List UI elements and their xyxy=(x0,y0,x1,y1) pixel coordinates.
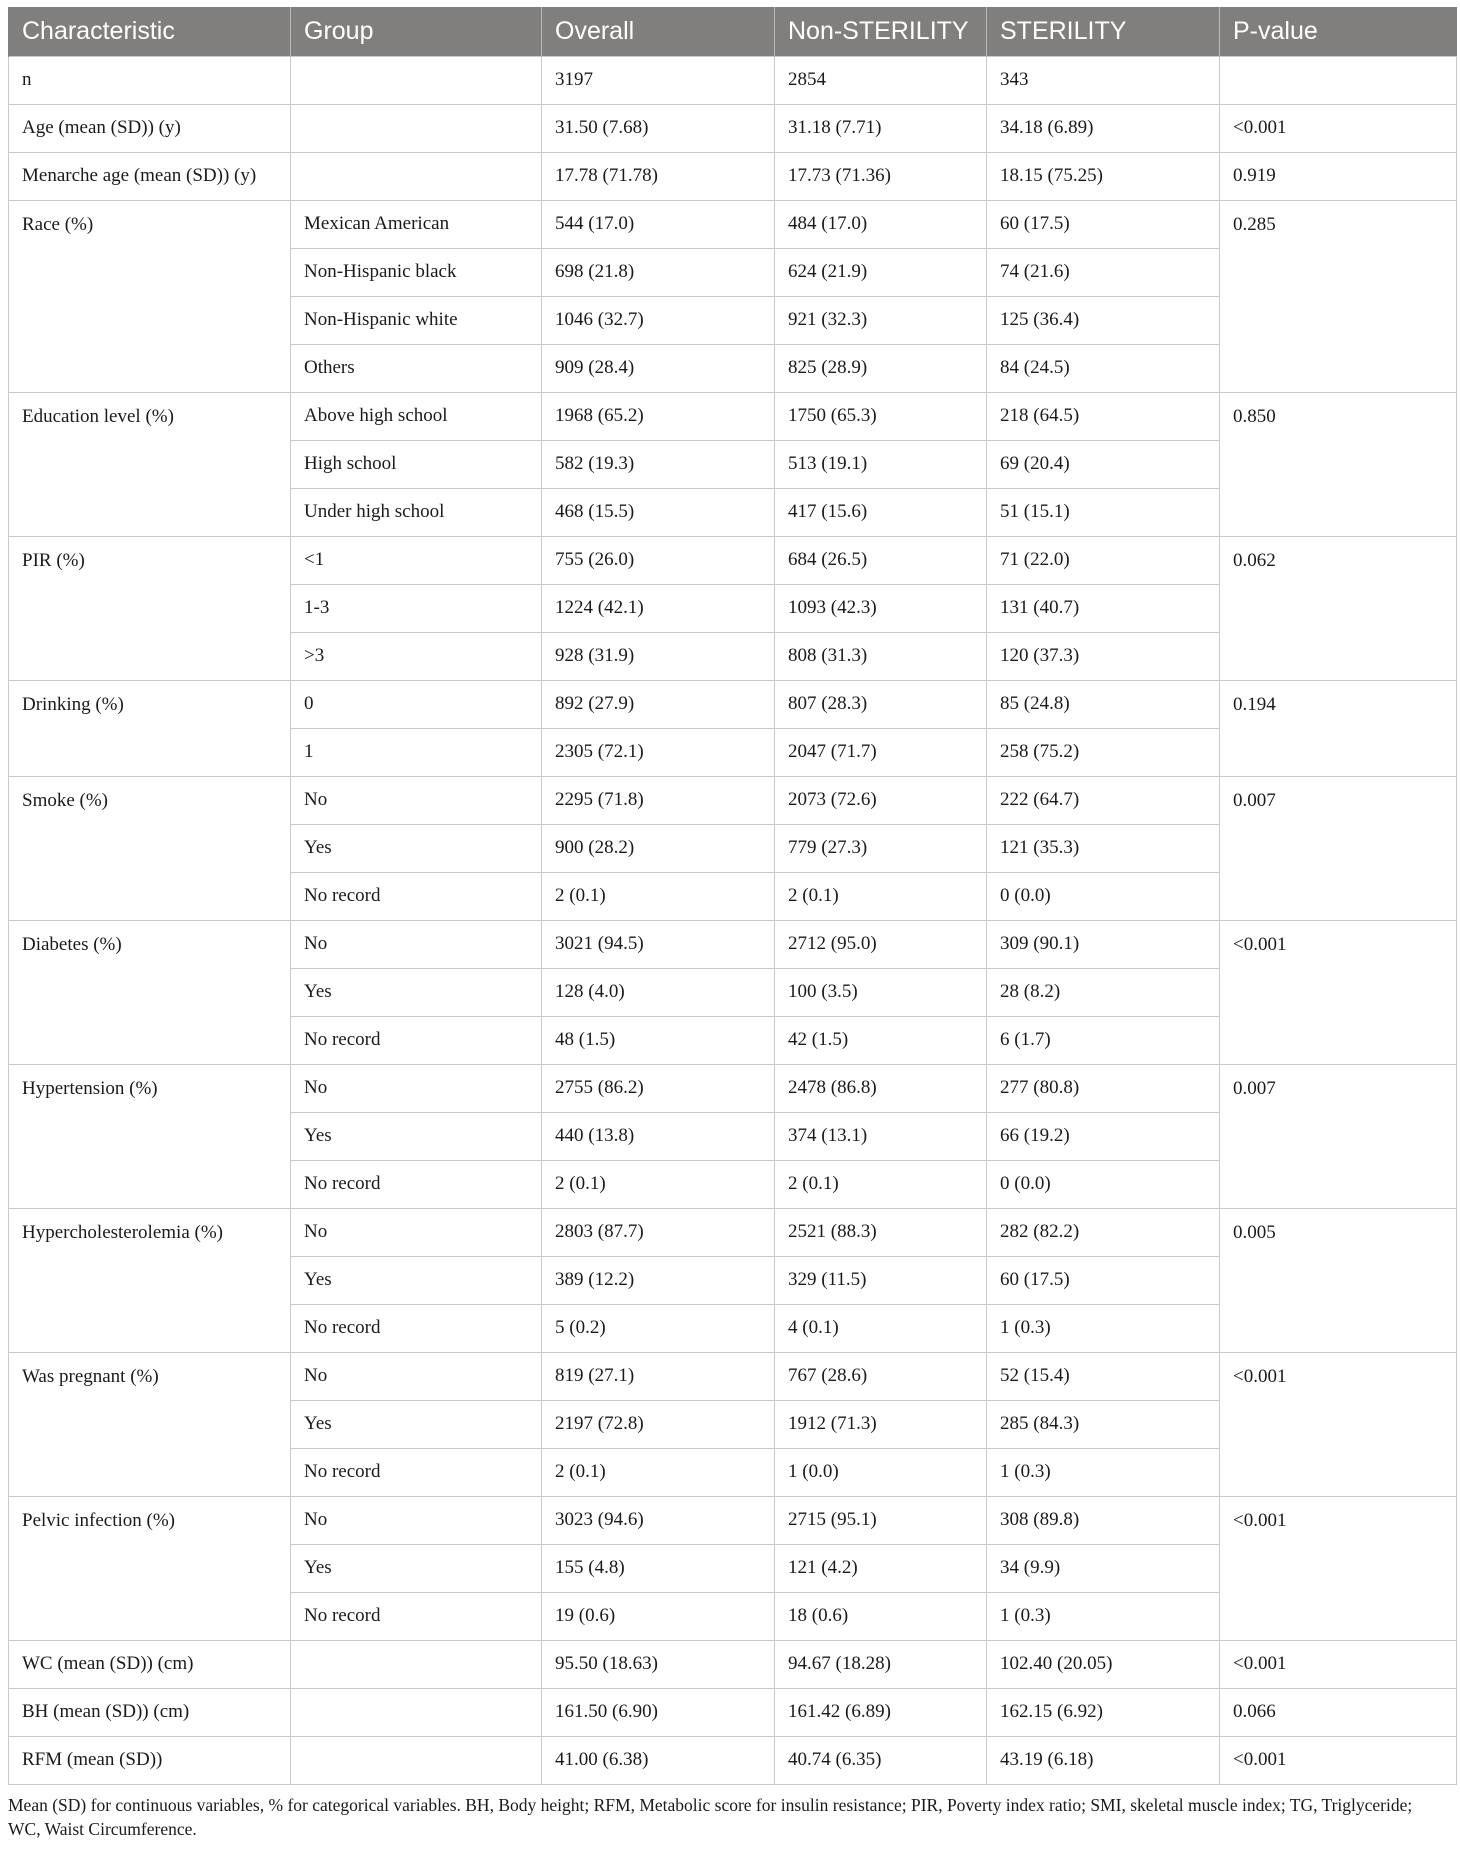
cell-group xyxy=(291,1688,542,1736)
cell-characteristic: RFM (mean (SD)) xyxy=(9,1736,291,1784)
table-row xyxy=(9,1352,1457,1400)
cell-non-sterility: 31.18 (7.71) xyxy=(775,104,987,152)
cell-group xyxy=(291,1736,542,1784)
cell-sterility: 1 (0.3) xyxy=(987,1304,1220,1352)
cell-non-sterility: 1093 (42.3) xyxy=(775,584,987,632)
cell-characteristic: WC (mean (SD)) (cm) xyxy=(9,1640,291,1688)
cell-group: Under high school xyxy=(291,488,542,536)
cell-overall: 1224 (42.1) xyxy=(542,584,775,632)
cell-overall: 900 (28.2) xyxy=(542,824,775,872)
table-row xyxy=(9,56,1457,104)
table-row xyxy=(9,1496,1457,1544)
cell-p-value: 0.062 xyxy=(1220,536,1457,680)
cell-overall: 892 (27.9) xyxy=(542,680,775,728)
cell-overall: 2 (0.1) xyxy=(542,1448,775,1496)
cell-overall: 1968 (65.2) xyxy=(542,392,775,440)
cell-sterility: 60 (17.5) xyxy=(987,1256,1220,1304)
cell-group: 1 xyxy=(291,728,542,776)
cell-group: No xyxy=(291,1496,542,1544)
cell-non-sterility: 624 (21.9) xyxy=(775,248,987,296)
cell-overall: 3021 (94.5) xyxy=(542,920,775,968)
cell-non-sterility: 374 (13.1) xyxy=(775,1112,987,1160)
cell-group: Mexican American xyxy=(291,200,542,248)
cell-characteristic: Was pregnant (%) xyxy=(9,1352,291,1496)
cell-characteristic: Education level (%) xyxy=(9,392,291,536)
cell-characteristic: Menarche age (mean (SD)) (y) xyxy=(9,152,291,200)
cell-non-sterility: 121 (4.2) xyxy=(775,1544,987,1592)
cell-group: 0 xyxy=(291,680,542,728)
header-sterility: STERILITY xyxy=(987,7,1220,56)
cell-sterility: 285 (84.3) xyxy=(987,1400,1220,1448)
cell-non-sterility: 484 (17.0) xyxy=(775,200,987,248)
cell-sterility: 218 (64.5) xyxy=(987,392,1220,440)
cell-p-value: 0.005 xyxy=(1220,1208,1457,1352)
cell-sterility: 34.18 (6.89) xyxy=(987,104,1220,152)
cell-group: 1-3 xyxy=(291,584,542,632)
cell-non-sterility: 2712 (95.0) xyxy=(775,920,987,968)
cell-overall: 2755 (86.2) xyxy=(542,1064,775,1112)
header-group: Group xyxy=(291,7,542,56)
cell-sterility: 308 (89.8) xyxy=(987,1496,1220,1544)
cell-group: No record xyxy=(291,1304,542,1352)
cell-characteristic: Hypertension (%) xyxy=(9,1064,291,1208)
cell-sterility: 85 (24.8) xyxy=(987,680,1220,728)
cell-characteristic: Drinking (%) xyxy=(9,680,291,776)
cell-overall: 2305 (72.1) xyxy=(542,728,775,776)
cell-p-value: <0.001 xyxy=(1220,104,1457,152)
cell-non-sterility: 684 (26.5) xyxy=(775,536,987,584)
cell-p-value: 0.007 xyxy=(1220,1064,1457,1208)
cell-p-value: 0.194 xyxy=(1220,680,1457,776)
cell-characteristic: n xyxy=(9,56,291,104)
cell-non-sterility: 2073 (72.6) xyxy=(775,776,987,824)
table-row xyxy=(9,1208,1457,1256)
cell-p-value: <0.001 xyxy=(1220,1640,1457,1688)
cell-non-sterility: 161.42 (6.89) xyxy=(775,1688,987,1736)
cell-sterility: 52 (15.4) xyxy=(987,1352,1220,1400)
cell-overall: 31.50 (7.68) xyxy=(542,104,775,152)
table-row xyxy=(9,536,1457,584)
table-row xyxy=(9,392,1457,440)
cell-non-sterility: 18 (0.6) xyxy=(775,1592,987,1640)
cell-sterility: 277 (80.8) xyxy=(987,1064,1220,1112)
cell-group: No record xyxy=(291,1160,542,1208)
cell-sterility: 43.19 (6.18) xyxy=(987,1736,1220,1784)
cell-p-value: <0.001 xyxy=(1220,920,1457,1064)
header-overall: Overall xyxy=(542,7,775,56)
cell-characteristic: Diabetes (%) xyxy=(9,920,291,1064)
cell-group: No xyxy=(291,1352,542,1400)
cell-overall: 2803 (87.7) xyxy=(542,1208,775,1256)
cell-overall: 2 (0.1) xyxy=(542,1160,775,1208)
cell-overall: 544 (17.0) xyxy=(542,200,775,248)
cell-non-sterility: 417 (15.6) xyxy=(775,488,987,536)
cell-sterility: 282 (82.2) xyxy=(987,1208,1220,1256)
cell-overall: 819 (27.1) xyxy=(542,1352,775,1400)
cell-group: Non-Hispanic black xyxy=(291,248,542,296)
cell-group: Yes xyxy=(291,1544,542,1592)
cell-characteristic: Hypercholesterolemia (%) xyxy=(9,1208,291,1352)
cell-group: No record xyxy=(291,1448,542,1496)
cell-overall: 48 (1.5) xyxy=(542,1016,775,1064)
cell-overall: 2295 (71.8) xyxy=(542,776,775,824)
table-row xyxy=(9,104,1457,152)
cell-non-sterility: 329 (11.5) xyxy=(775,1256,987,1304)
cell-sterility: 84 (24.5) xyxy=(987,344,1220,392)
cell-characteristic: BH (mean (SD)) (cm) xyxy=(9,1688,291,1736)
cell-group: High school xyxy=(291,440,542,488)
cell-characteristic: Race (%) xyxy=(9,200,291,392)
cell-group xyxy=(291,104,542,152)
cell-sterility: 125 (36.4) xyxy=(987,296,1220,344)
cell-non-sterility: 2 (0.1) xyxy=(775,1160,987,1208)
cell-group: >3 xyxy=(291,632,542,680)
cell-overall: 755 (26.0) xyxy=(542,536,775,584)
header-p-value: P-value xyxy=(1220,7,1457,56)
cell-non-sterility: 1 (0.0) xyxy=(775,1448,987,1496)
cell-overall: 1046 (32.7) xyxy=(542,296,775,344)
cell-group: No xyxy=(291,920,542,968)
cell-group: Yes xyxy=(291,1400,542,1448)
cell-sterility: 121 (35.3) xyxy=(987,824,1220,872)
cell-overall: 468 (15.5) xyxy=(542,488,775,536)
cell-sterility: 51 (15.1) xyxy=(987,488,1220,536)
cell-non-sterility: 1912 (71.3) xyxy=(775,1400,987,1448)
cell-group: No record xyxy=(291,872,542,920)
cell-non-sterility: 2 (0.1) xyxy=(775,872,987,920)
cell-non-sterility: 4 (0.1) xyxy=(775,1304,987,1352)
table-header xyxy=(9,7,1457,56)
cell-group: Yes xyxy=(291,1112,542,1160)
cell-sterility: 28 (8.2) xyxy=(987,968,1220,1016)
cell-overall: 909 (28.4) xyxy=(542,344,775,392)
cell-p-value: 0.850 xyxy=(1220,392,1457,536)
cell-non-sterility: 779 (27.3) xyxy=(775,824,987,872)
cell-non-sterility: 808 (31.3) xyxy=(775,632,987,680)
table-row xyxy=(9,1064,1457,1112)
cell-overall: 389 (12.2) xyxy=(542,1256,775,1304)
cell-group xyxy=(291,1640,542,1688)
cell-group: No xyxy=(291,776,542,824)
cell-group: Yes xyxy=(291,824,542,872)
table-row xyxy=(9,1640,1457,1688)
cell-sterility: 18.15 (75.25) xyxy=(987,152,1220,200)
header-characteristic: Characteristic xyxy=(9,7,291,56)
cell-sterility: 131 (40.7) xyxy=(987,584,1220,632)
cell-non-sterility: 2521 (88.3) xyxy=(775,1208,987,1256)
cell-overall: 2197 (72.8) xyxy=(542,1400,775,1448)
cell-non-sterility: 17.73 (71.36) xyxy=(775,152,987,200)
cell-sterility: 74 (21.6) xyxy=(987,248,1220,296)
cell-non-sterility: 94.67 (18.28) xyxy=(775,1640,987,1688)
cell-non-sterility: 2047 (71.7) xyxy=(775,728,987,776)
table-row xyxy=(9,680,1457,728)
table-row xyxy=(9,152,1457,200)
cell-non-sterility: 40.74 (6.35) xyxy=(775,1736,987,1784)
cell-non-sterility: 807 (28.3) xyxy=(775,680,987,728)
cell-non-sterility: 1750 (65.3) xyxy=(775,392,987,440)
cell-sterility: 120 (37.3) xyxy=(987,632,1220,680)
cell-group: Yes xyxy=(291,968,542,1016)
cell-group: Non-Hispanic white xyxy=(291,296,542,344)
cell-p-value: 0.066 xyxy=(1220,1688,1457,1736)
cell-group: No xyxy=(291,1208,542,1256)
cell-sterility: 0 (0.0) xyxy=(987,872,1220,920)
cell-sterility: 309 (90.1) xyxy=(987,920,1220,968)
cell-overall: 3023 (94.6) xyxy=(542,1496,775,1544)
cell-sterility: 60 (17.5) xyxy=(987,200,1220,248)
cell-non-sterility: 2854 xyxy=(775,56,987,104)
cell-p-value xyxy=(1220,56,1457,104)
cell-p-value: <0.001 xyxy=(1220,1496,1457,1640)
table-footnote: Mean (SD) for continuous variables, % for categorical variables. BH, Body height; RFM, Metabolic score for insulin resistance; PIR, Poverty index ratio; SMI, skeletal muscle index; TG, Triglyceride; WC, Waist Circumference. xyxy=(8,1794,1413,1839)
cell-characteristic: Age (mean (SD)) (y) xyxy=(9,104,291,152)
cell-non-sterility: 42 (1.5) xyxy=(775,1016,987,1064)
cell-overall: 698 (21.8) xyxy=(542,248,775,296)
cell-sterility: 258 (75.2) xyxy=(987,728,1220,776)
table-row xyxy=(9,200,1457,248)
cell-overall: 928 (31.9) xyxy=(542,632,775,680)
cell-overall: 95.50 (18.63) xyxy=(542,1640,775,1688)
cell-overall: 3197 xyxy=(542,56,775,104)
header-row xyxy=(9,7,1457,56)
cell-overall: 161.50 (6.90) xyxy=(542,1688,775,1736)
cell-sterility: 222 (64.7) xyxy=(987,776,1220,824)
cell-sterility: 71 (22.0) xyxy=(987,536,1220,584)
cell-overall: 5 (0.2) xyxy=(542,1304,775,1352)
table-body xyxy=(9,56,1457,1784)
cell-p-value: 0.919 xyxy=(1220,152,1457,200)
cell-non-sterility: 921 (32.3) xyxy=(775,296,987,344)
cell-sterility: 34 (9.9) xyxy=(987,1544,1220,1592)
cell-group: Yes xyxy=(291,1256,542,1304)
cell-group: No record xyxy=(291,1016,542,1064)
cell-sterility: 162.15 (6.92) xyxy=(987,1688,1220,1736)
table-row xyxy=(9,920,1457,968)
cell-group: Above high school xyxy=(291,392,542,440)
cell-overall: 19 (0.6) xyxy=(542,1592,775,1640)
cell-overall: 155 (4.8) xyxy=(542,1544,775,1592)
cell-non-sterility: 825 (28.9) xyxy=(775,344,987,392)
cell-p-value: 0.285 xyxy=(1220,200,1457,392)
cell-characteristic: Smoke (%) xyxy=(9,776,291,920)
cell-p-value: <0.001 xyxy=(1220,1352,1457,1496)
cell-overall: 17.78 (71.78) xyxy=(542,152,775,200)
table-row xyxy=(9,1736,1457,1784)
header-non-sterility: Non-STERILITY xyxy=(775,7,987,56)
cell-sterility: 6 (1.7) xyxy=(987,1016,1220,1064)
cell-group: No record xyxy=(291,1592,542,1640)
cell-p-value: <0.001 xyxy=(1220,1736,1457,1784)
cell-group xyxy=(291,152,542,200)
cell-overall: 41.00 (6.38) xyxy=(542,1736,775,1784)
cell-group: <1 xyxy=(291,536,542,584)
cell-group: No xyxy=(291,1064,542,1112)
cell-non-sterility: 767 (28.6) xyxy=(775,1352,987,1400)
cell-non-sterility: 513 (19.1) xyxy=(775,440,987,488)
characteristics-table xyxy=(8,7,1457,1785)
table-row xyxy=(9,776,1457,824)
cell-overall: 128 (4.0) xyxy=(542,968,775,1016)
cell-sterility: 1 (0.3) xyxy=(987,1448,1220,1496)
cell-group: Others xyxy=(291,344,542,392)
cell-sterility: 102.40 (20.05) xyxy=(987,1640,1220,1688)
cell-overall: 440 (13.8) xyxy=(542,1112,775,1160)
cell-characteristic: PIR (%) xyxy=(9,536,291,680)
cell-non-sterility: 100 (3.5) xyxy=(775,968,987,1016)
cell-sterility: 69 (20.4) xyxy=(987,440,1220,488)
cell-non-sterility: 2478 (86.8) xyxy=(775,1064,987,1112)
cell-sterility: 343 xyxy=(987,56,1220,104)
cell-non-sterility: 2715 (95.1) xyxy=(775,1496,987,1544)
cell-group xyxy=(291,56,542,104)
cell-p-value: 0.007 xyxy=(1220,776,1457,920)
document xyxy=(8,7,1456,1841)
table-row xyxy=(9,1688,1457,1736)
cell-sterility: 0 (0.0) xyxy=(987,1160,1220,1208)
cell-overall: 2 (0.1) xyxy=(542,872,775,920)
cell-overall: 582 (19.3) xyxy=(542,440,775,488)
cell-sterility: 1 (0.3) xyxy=(987,1592,1220,1640)
cell-sterility: 66 (19.2) xyxy=(987,1112,1220,1160)
cell-characteristic: Pelvic infection (%) xyxy=(9,1496,291,1640)
